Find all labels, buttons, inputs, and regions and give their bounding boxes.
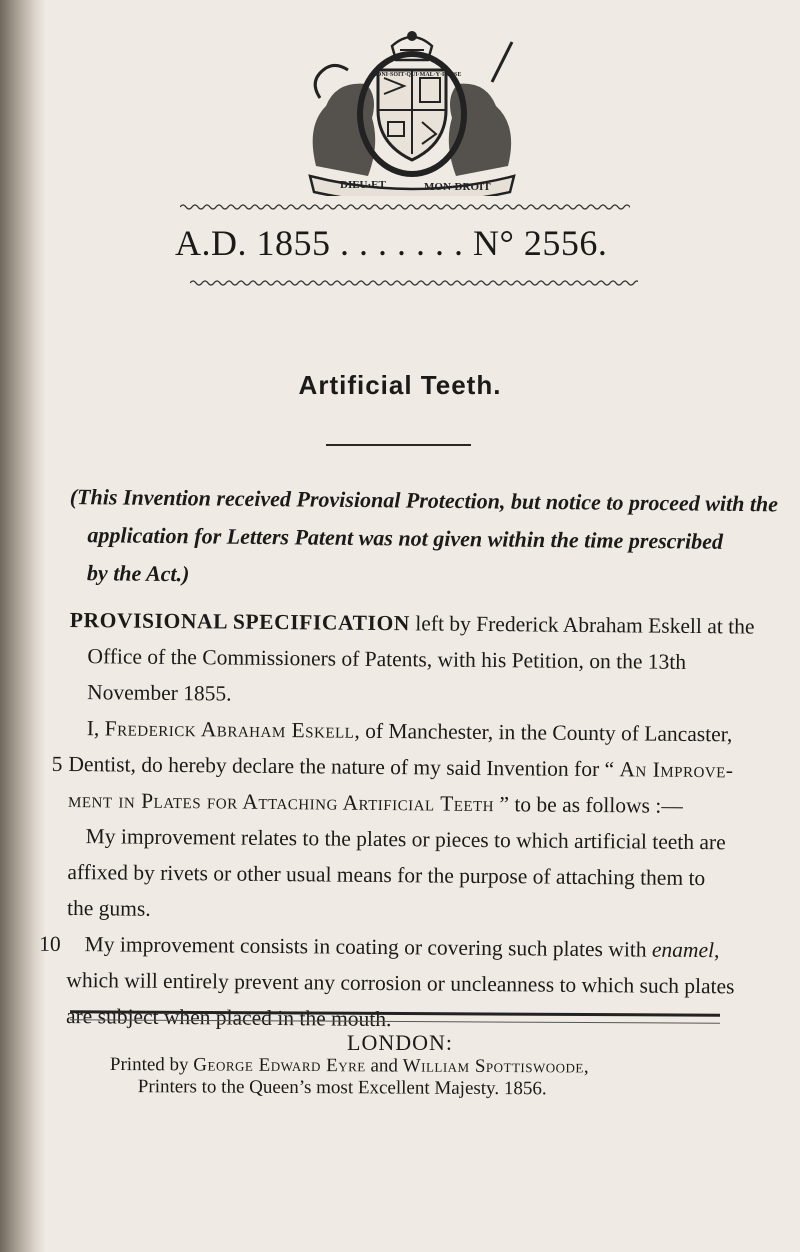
note-line-3: by the Act.) (86, 560, 190, 587)
imprint-text-a: Printed by (109, 1054, 194, 1076)
para1-line-2-text: Dentist, do hereby declare the nature of my said Invention for “ (68, 751, 620, 782)
wavy-rule-bottom (190, 278, 638, 288)
crest-motto-left: DIEU·ET (340, 179, 386, 191)
printer-imprint (110, 1054, 710, 1101)
imprint-line-2: Printers to the Queen’s most Excellent Majesty. 1856. (137, 1076, 547, 1100)
para3-line-3: are subject when placed in the mouth. (65, 1003, 392, 1032)
para1-text-b: , of Manchester, in the County of Lancaster, (354, 718, 733, 747)
patent-header-leader: . . . . . . . (340, 223, 464, 263)
patent-number: N° 2556. (473, 223, 608, 263)
specification-body (39, 602, 780, 1041)
printer-name-1: George Edward Eyre (193, 1054, 366, 1077)
spec-lead: PROVISIONAL SPECIFICATION (69, 607, 411, 636)
para1-line-3-text: ” to be as follows :— (493, 792, 683, 818)
line-number-5: 5 (51, 751, 63, 776)
footer-city: LONDON: (347, 1030, 453, 1055)
royal-coat-of-arms-icon (296, 26, 528, 196)
page-edge-shadow (0, 0, 46, 1252)
para2-line-2: affixed by rivets or other usual means for the purpose of attaching them to (67, 859, 706, 891)
printer-name-2: William Spottiswoode (402, 1055, 584, 1078)
provisional-protection-note (69, 478, 779, 599)
note-line-1: (This Invention received Provisional Protection, but notice to proceed with the (69, 483, 779, 517)
crest-motto-right: MON·DROIT (424, 181, 491, 193)
crest-garter: HONI·SOIT·QUI·MAL·Y·PENSE (372, 72, 462, 78)
imprint-text-c: , (583, 1056, 589, 1078)
invention-title-part-2: ment in Plates for Attaching Artificial Teeth (67, 787, 495, 817)
invention-title-part-1: An Improve- (619, 757, 734, 783)
patent-header (175, 222, 635, 264)
para3-line-2: which will entirely prevent any corrosion or uncleanness to which such plates (66, 967, 735, 999)
note-line-2: application for Letters Patent was not given within the time prescribed (87, 522, 724, 554)
para3-enamel: enamel (651, 937, 715, 963)
para1-text-a: I, (86, 716, 105, 741)
imprint-line-1 (110, 1054, 710, 1079)
patent-year: A.D. 1855 (175, 223, 331, 263)
para3-text-a: My improvement consists in coating or covering such plates with (84, 932, 653, 962)
spec-line-2: Office of the Commissioners of Patents, with his Petition, on the 13th (87, 644, 687, 674)
document-title: Artificial Teeth. (298, 370, 502, 400)
spec-line-3: November 1855. (87, 680, 232, 706)
para3-text-b: , (713, 938, 720, 963)
title-rule (326, 444, 471, 446)
spec-line-1-rest: left by Frederick Abraham Eskell at the (409, 611, 755, 639)
para2-line-3: the gums. (66, 895, 151, 921)
para2-line-1: My improvement relates to the plates or pieces to which artificial teeth are (85, 824, 726, 855)
imprint-text-b: and (365, 1055, 403, 1077)
applicant-name: Frederick Abraham Eskell (104, 716, 355, 743)
line-number-10: 10 (39, 931, 61, 956)
wavy-rule-top (180, 201, 630, 211)
